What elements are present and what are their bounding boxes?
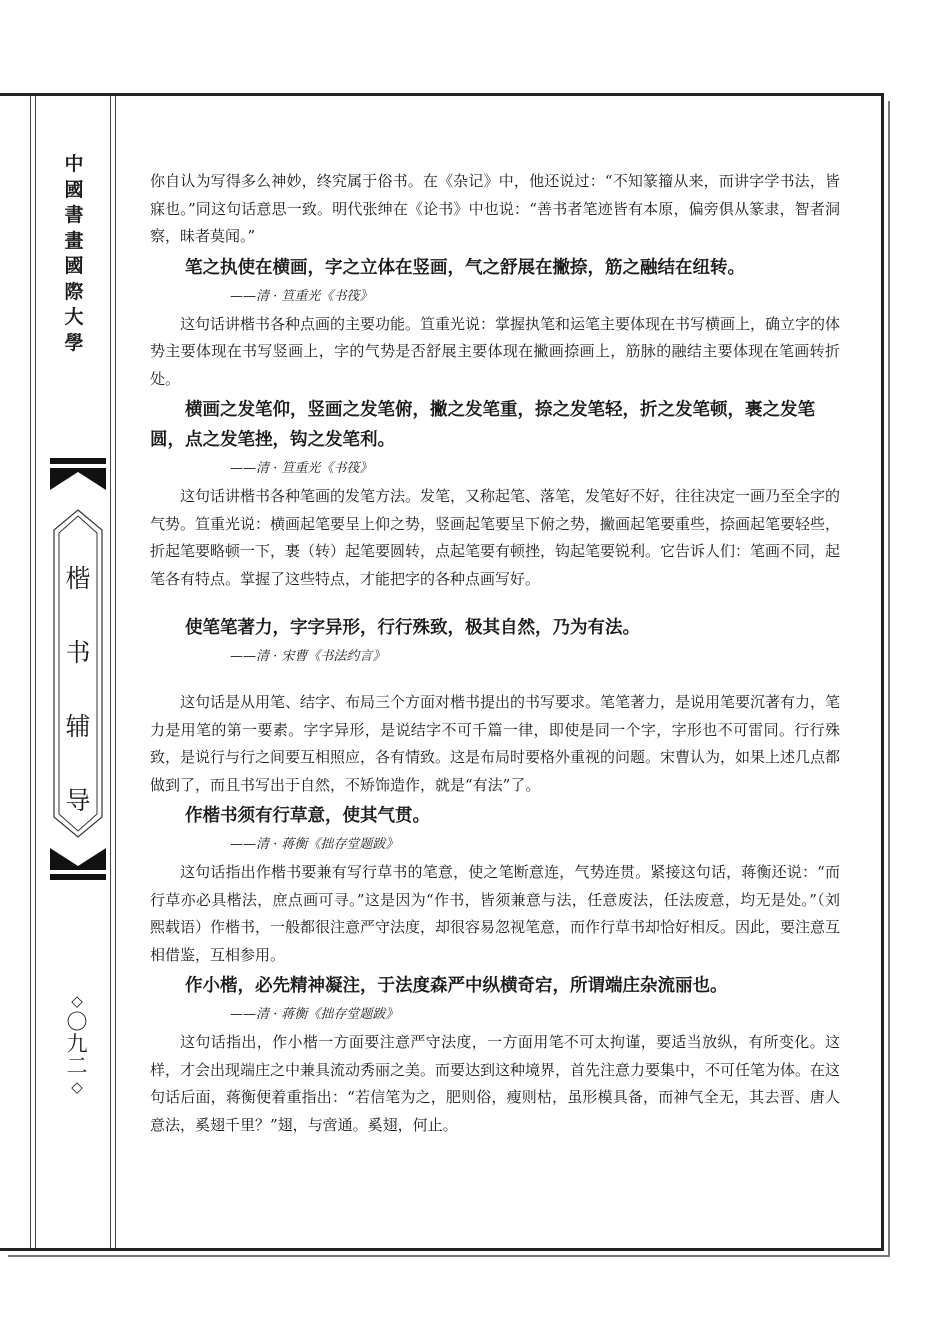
- section-char: 导: [65, 786, 91, 815]
- diamond-ornament: ◇: [71, 992, 83, 1010]
- quote-source: ——清 · 宋曹《书法约言》: [230, 649, 386, 664]
- quote: 作楷书须有行草意，使其气贯。: [185, 806, 430, 826]
- sidebar-cap-bottom: [50, 848, 106, 870]
- explanation-paragraph: 这句话是从用笔、结字、布局三个方面对楷书提出的书写要求。笔笔著力，是说用笔要沉著有力，笔力是用笔的第一要素。字字异形，是说结字不可千篇一律，即使是同一个字，字形也不可雷同。行行殊致，是说行与行之间要互相照应，各有情致。这是布局时要格外重视的问题。宋曹认为，如果上述几点都做到了，而且书写出于自然，不矫饰造作，就是“有法”了。: [150, 693, 841, 794]
- university-char: 國: [64, 255, 84, 277]
- explanation-paragraph: 这句话指出，作小楷一方面要注意严守法度，一方面用笔不可太拘谨，要适当放纵，有所变化。这样，才会出现端庄之中兼具流动秀丽之美。而要达到这种境界，首先注意力要集中，不可任笔为体。在这句话后面，蒋衡便着重指出：“若信笔为之，肥则俗，瘦则枯，虽形模具备，而神气全无，其去晋、唐人意法，奚翅千里？”翅，与啻通。奚翅，何止。: [150, 1033, 841, 1134]
- sidebar-rule: [30, 96, 31, 1248]
- page-number-char: 二: [66, 1054, 88, 1078]
- university-char: 中: [64, 153, 84, 175]
- quote: 作小楷，必先精神凝注，于法度森严中纵横奇宕，所谓端庄杂流丽也。: [185, 976, 728, 996]
- section-title: [50, 542, 106, 838]
- explanation-paragraph: 这句话讲楷书各种笔画的发笔方法。发笔，又称起笔、落笔，发笔好不好，往往决定一画乃至全字的气势。笪重光说：横画起笔要呈上仰之势，竖画起笔要呈下俯之势，撇画起笔要重些，捺画起笔要轻些，折起笔要略顿一下，裹（转）起笔要圆转，点起笔要有顿挫，钩起笔要锐利。它告诉人们：笔画不同，起笔各有特点。掌握了这些特点，才能把字的各种点画写好。: [150, 487, 841, 588]
- sidebar-rule: [35, 96, 36, 1248]
- quote-source: ——清 · 笪重光《书筏》: [230, 461, 373, 476]
- explanation-paragraph: 这句话讲楷书各种点画的主要功能。笪重光说：掌握执笔和运笔主要体现在书写横画上，确立字的体势主要体现在书写竖画上，字的气势是否舒展主要体现在撇画捺画上，筋脉的融结主要体现在笔画转折处。: [150, 314, 841, 388]
- university-char: 畫: [64, 229, 84, 252]
- quote: 使笔笔著力，字字异形，行行殊致，极其自然，乃为有法。: [185, 618, 640, 638]
- quote: 横画之发笔仰，竖画之发笔俯，撇之发笔重，捺之发笔轻，折之发笔顿，裹之发笔圆，点之发笔挫，钩之发笔利。: [150, 400, 815, 450]
- main-text: [150, 168, 840, 1139]
- university-char: 大: [64, 306, 84, 328]
- explanation-paragraph: 这句话指出作楷书要兼有写行草书的笔意，使之笔断意连，气势连贯。紧接这句话，蒋衡还说：“而行草亦必具楷法，庶点画可寻。”这是因为“作书，皆须兼意与法，任意废法，任法废意，均无是处。”（刘熙载语）作楷书，一般都很注意严守法度，却很容易忽视笔意，而作行草书却恰好相反。因此，要注意互相借鉴，互相参用。: [150, 863, 841, 964]
- sidebar-cap-top: [50, 468, 106, 490]
- spacer: [150, 593, 840, 611]
- university-char: 際: [64, 280, 84, 303]
- section-cartouche: [50, 506, 106, 841]
- quote: 笔之执使在横画，字之立体在竖画，气之舒展在撇捺，筋之融结在纽转。: [185, 257, 745, 278]
- university-char: 學: [64, 331, 84, 354]
- sidebar-bar-top: [50, 458, 106, 464]
- quote-source: ——清 · 笪重光《书筏》: [230, 288, 373, 304]
- sidebar-bar-bottom: [50, 874, 106, 880]
- university-char: 國: [64, 178, 84, 201]
- quote-source: ——清 · 蒋衡《拙存堂题跋》: [230, 1007, 399, 1022]
- spacer: [150, 671, 840, 689]
- page-number-char: 九: [66, 1032, 88, 1056]
- sidebar: [28, 96, 118, 1248]
- quote-source: ——清 · 蒋衡《拙存堂题跋》: [230, 837, 399, 852]
- university-name: [59, 152, 89, 356]
- diamond-ornament: ◇: [71, 1078, 83, 1096]
- section-char: 辅: [65, 712, 91, 741]
- page-number: [62, 991, 92, 1097]
- intro-paragraph: 你自认为写得多么神妙，终究属于俗书。在《杂记》中，他还说过：“不知篆籀从来，而讲字学书法，皆寐也。”同这句话意思一致。明代张绅在《论书》中也说：“善书者笔迹皆有本原，偏旁俱从篆隶，智者洞察，昧者莫闻。”: [150, 172, 840, 245]
- section-char: 书: [65, 638, 91, 667]
- sidebar-rule: [115, 96, 116, 1248]
- sidebar-rule: [110, 96, 111, 1248]
- section-char: 楷: [65, 564, 91, 593]
- page-number-char: 〇: [66, 1010, 88, 1034]
- university-char: 書: [64, 204, 84, 226]
